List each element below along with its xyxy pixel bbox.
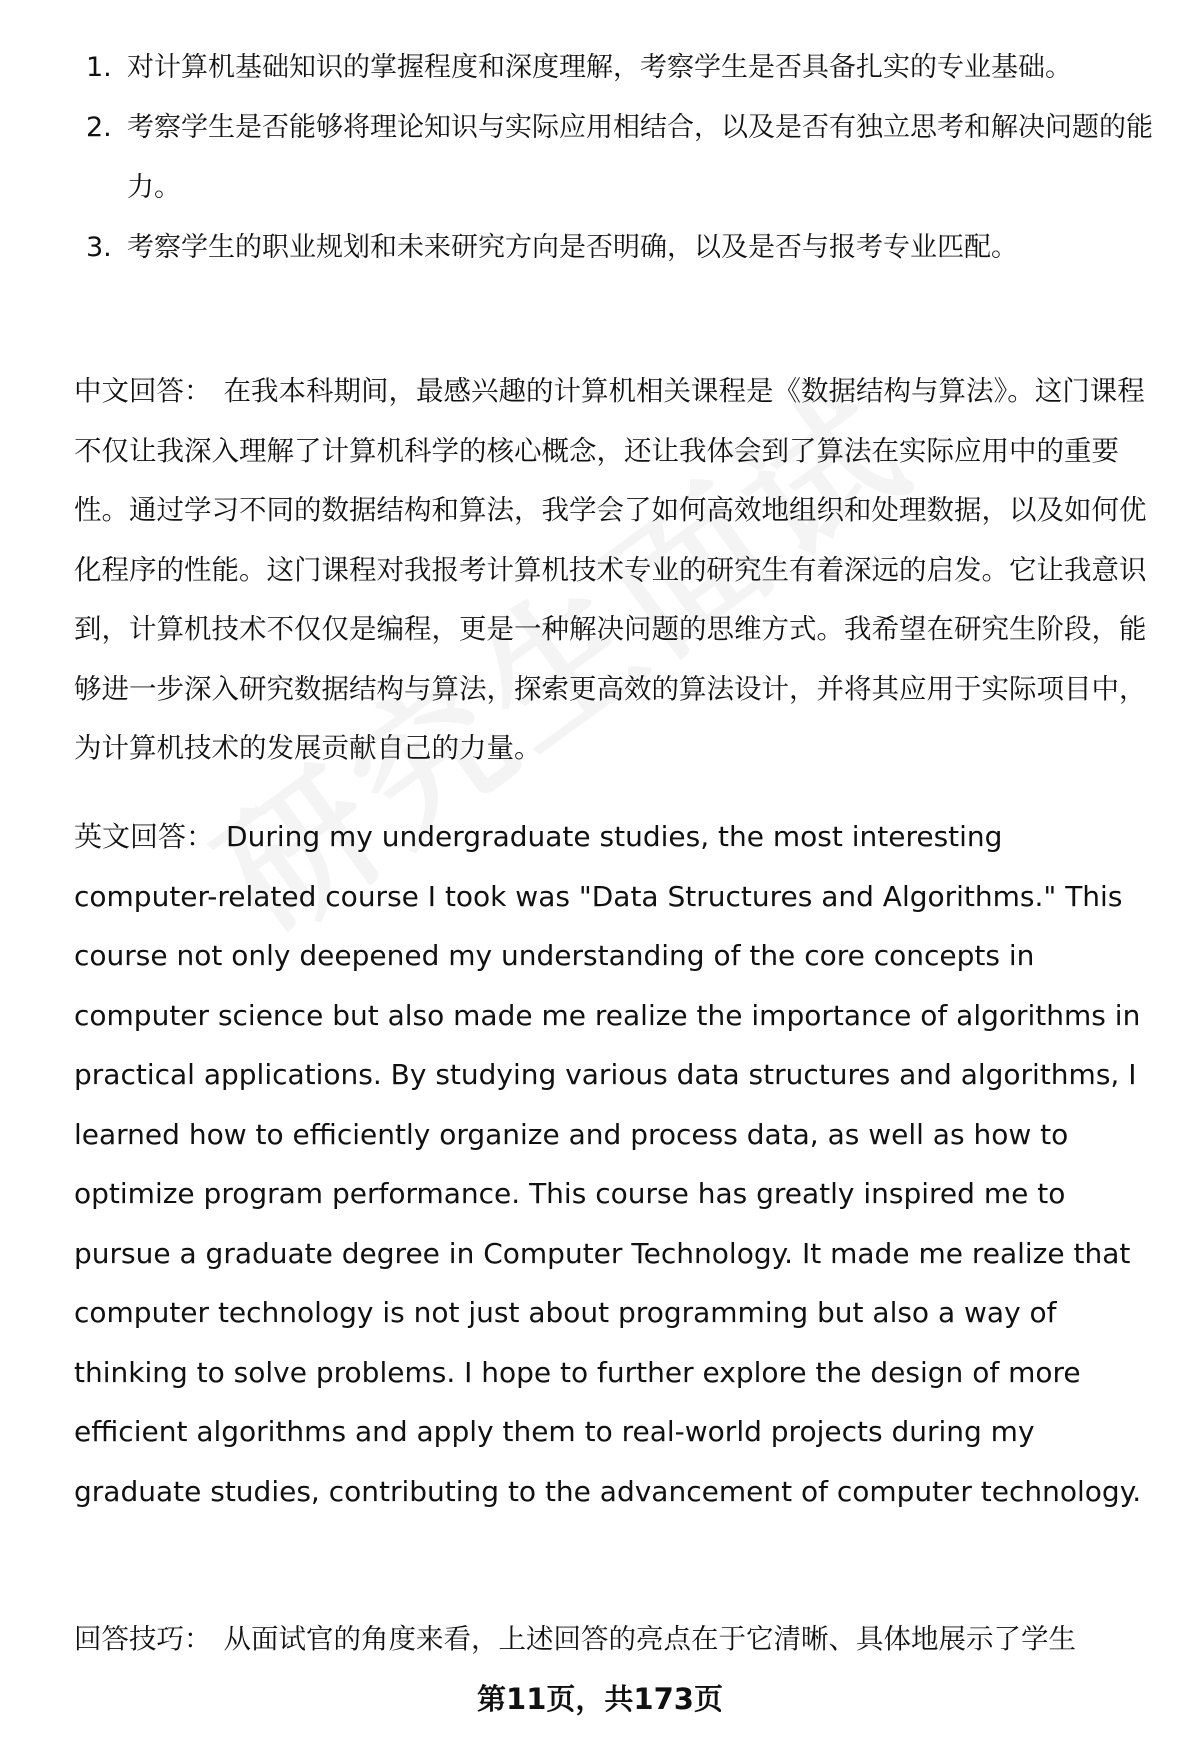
english-answer-paragraph: [74, 807, 1154, 1521]
list-number: 2.: [86, 112, 112, 143]
chinese-answer-text: 在我本科期间，最感兴趣的计算机相关课程是《数据结构与算法》。这门课程不仅让我深入理解了计算机科学的核心概念，还让我体会到了算法在实际应用中的重要性。通过学习不同的数据结构和算法，我学会了如何高效地组织和处理数据，以及如何优化程序的性能。这门课程对我报考计算机技术专业的研究生有着深远的启发。它让我意识到，计算机技术不仅仅是编程，更是一种解决问题的思维方式。我希望在研究生阶段，能够进一步深入研究数据结构与算法，探索更高效的算法设计，并将其应用于实际项目中，为计算机技术的发展贡献自己的力量。: [74, 375, 1147, 764]
list-text: 考察学生是否能够将理论知识与实际应用相结合，以及是否有独立思考和解决问题的能力。: [127, 112, 1153, 203]
answer-tips-paragraph: [74, 1610, 1154, 1670]
page-number: 第11页，共173页: [477, 1682, 723, 1716]
list-text: 考察学生的职业规划和未来研究方向是否明确，以及是否与报考专业匹配。: [127, 232, 1018, 263]
list-number: 1.: [86, 52, 112, 83]
list-item: [74, 98, 1154, 218]
list-number: 3.: [86, 232, 112, 263]
list-text: 对计算机基础知识的掌握程度和深度理解，考察学生是否具备扎实的专业基础。: [127, 52, 1072, 83]
answer-tips-label: 回答技巧：: [74, 1623, 212, 1655]
criteria-list: [74, 38, 1154, 278]
english-answer-text: During my undergraduate studies, the most interesting computer-related course I took was "Data Structures and Algorithms." This course not only deepened my understanding of the core concepts in computer science but also made me realize the importance of algorithms in practical applications. By studying various data structures and algorithms, I learned how to efficiently organize and process data, as well as how to optimize program performance. This course has greatly inspired me to pursue a graduate degree in Computer Technology. It made me realize that computer technology is not just about programming but also a way of thinking to solve problems. I hope to further explore the design of more efficient algorithms and apply them to real-world projects during my graduate studies, contributing to the advancement of computer technology.: [74, 820, 1142, 1508]
list-item: [74, 38, 1154, 98]
list-item: [74, 218, 1154, 278]
chinese-answer-paragraph: [74, 362, 1154, 779]
chinese-answer-label: 中文回答：: [74, 375, 212, 407]
english-answer-label: 英文回答：: [74, 820, 215, 853]
answer-tips-text: 从面试官的角度来看，上述回答的亮点在于它清晰、具体地展示了学生: [223, 1623, 1076, 1655]
